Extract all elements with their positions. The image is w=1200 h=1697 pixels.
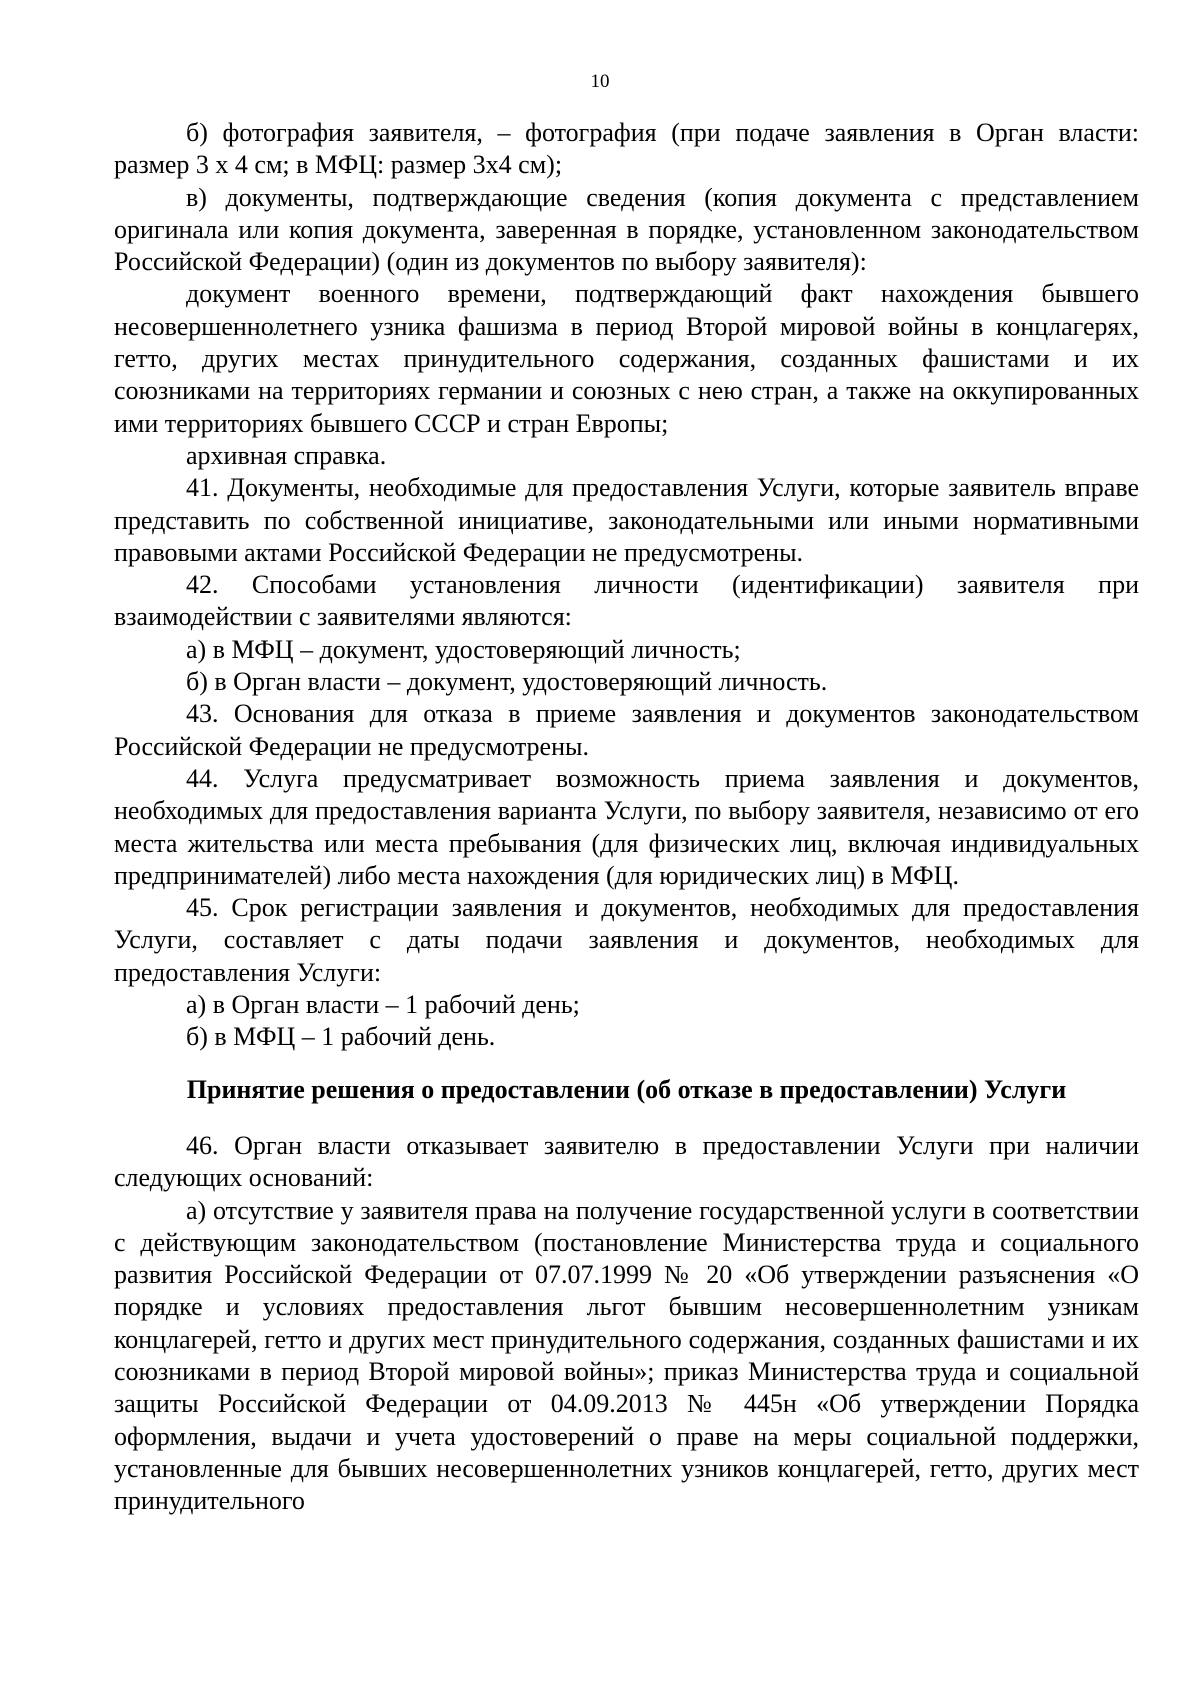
section-heading: Принятие решения о предоставлении (об отказе в предоставлении) Услуги	[186, 1074, 1067, 1104]
paragraph-item-v-documents: в) документы, подтверждающие сведения (копия документа с представлением оригинала или копия документа, заверенная в порядке, установленном законодательством Российской Федерации) (один из документов по выбору заявителя):	[114, 182, 1139, 277]
paragraph-42: 42. Способами установления личности (идентификации) заявителя при взаимодействии с заявителями являются:	[114, 570, 1139, 632]
paragraph-42-a: а) в МФЦ – документ, удостоверяющий личность;	[186, 634, 741, 664]
paragraph-46-a: а) отсутствие у заявителя права на получение государственной услуги в соответствии с действующим законодательством (постановление Министерства труда и социального развития Российской Федерации от 07.07.1999 № 20 «Об утверждении разъяснения «О порядке и условиях предоставления льгот бывшим несовершеннолетним узникам концлагерей, гетто и других мест принудительного содержания, созданных фашистами и их союзниками в период Второй мировой войны»; приказ Министерства труда и социальной защиты Российской Федерации от 04.09.2013 № 445н «Об утверждении Порядка оформления, выдачи и учета удостоверений о праве на меры социальной поддержки, установленные для бывших несовершеннолетних узников концлагерей, гетто, других мест принудительного	[114, 1195, 1139, 1516]
paragraph-46: 46. Орган власти отказывает заявителю в предоставлении Услуги при наличии следующих оснований:	[114, 1130, 1139, 1193]
document-body	[114, 117, 1139, 1517]
paragraph-archive-certificate: архивная справка.	[186, 440, 387, 470]
paragraph-42-b: б) в Орган власти – документ, удостоверяющий личность.	[186, 667, 828, 697]
paragraph-41: 41. Документы, необходимые для предоставления Услуги, которые заявитель вправе представить по собственной инициативе, законодательными или иными нормативными правовыми актами Российской Федерации не предусмотрены.	[114, 473, 1139, 567]
page-number: 10	[590, 71, 610, 92]
paragraph-43: 43. Основания для отказа в приеме заявления и документов законодательством Российской Федерации не предусмотрены.	[114, 699, 1139, 761]
paragraph-44: 44. Услуга предусматривает возможность приема заявления и документов, необходимых для предоставления варианта Услуги, по выбору заявителя, независимо от его места жительства или места пребывания (для физических лиц, включая индивидуальных предпринимателей) либо места нахождения (для юридических лиц) в МФЦ.	[114, 763, 1139, 890]
paragraph-45: 45. Срок регистрации заявления и документов, необходимых для предоставления Услуги, составляет с даты подачи заявления и документов, необходимых для предоставления Услуги:	[114, 893, 1139, 987]
paragraph-45-a: а) в Орган власти – 1 рабочий день;	[186, 990, 580, 1020]
paragraph-45-b: б) в МФЦ – 1 рабочий день.	[186, 1022, 496, 1052]
paragraph-item-b-photo: б) фотография заявителя, – фотография (при подаче заявления в Орган власти: размер 3 х 4 см; в МФЦ: размер 3х4 см);	[114, 118, 1139, 180]
paragraph-wartime-document: документ военного времени, подтверждающий факт нахождения бывшего несовершеннолетнего узника фашизма в период Второй мировой войны в концлагерях, гетто, других местах принудительного содержания, созданных фашистами и их союзниками на территориях германии и союзных с нею стран, а также на оккупированных ими территориях бывшего СССР и стран Европы;	[114, 279, 1139, 438]
